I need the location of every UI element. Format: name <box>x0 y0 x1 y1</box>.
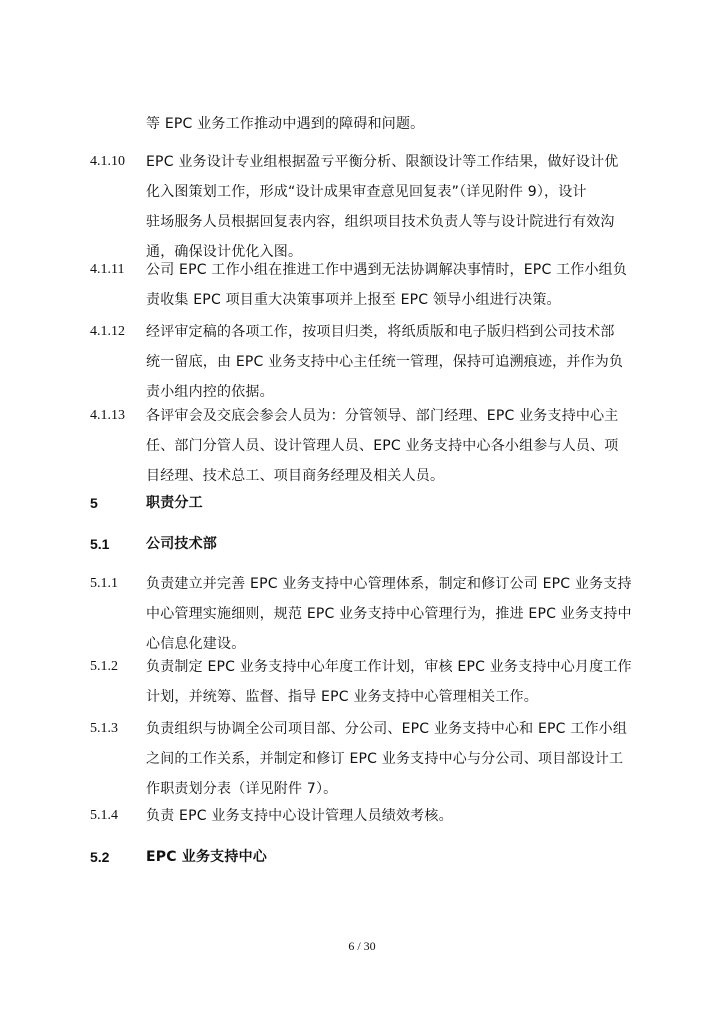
paragraph-line: 各评审会及交底会参会人员为：分管领导、部门经理、EPC 业务支持中心主 <box>146 408 619 424</box>
clause-number: 5.1.3 <box>90 721 118 736</box>
section-number: 5.2 <box>90 849 110 865</box>
paragraph-line: 通，确保设计优化入图。 <box>146 244 303 260</box>
paragraph-line: 负责制定 EPC 业务支持中心年度工作计划，审核 EPC 业务支持中心月度工作 <box>146 659 632 675</box>
paragraph-line: 等 EPC 业务工作推动中遇到的障碍和问题。 <box>146 116 425 132</box>
paragraph-line: 负责 EPC 业务支持中心设计管理人员绩效考核。 <box>146 808 453 824</box>
clause-number: 4.1.10 <box>90 154 125 169</box>
paragraph-line: 责收集 EPC 项目重大决策事项并上报至 EPC 领导小组进行决策。 <box>146 292 561 308</box>
paragraph-line: 经评审定稿的各项工作，按项目归类，将纸质版和电子版归档到公司技术部 <box>146 324 615 340</box>
paragraph-line: 化入图策划工作，形成“设计成果审查意见回复表”（详见附件 9），设计 <box>146 184 587 200</box>
paragraph-line: 之间的工作关系，并制定和修订 EPC 业务支持中心与分公司、项目部设计工 <box>146 751 624 767</box>
section-title: 公司技术部 <box>146 536 217 552</box>
section-number: 5 <box>90 495 98 511</box>
clause-number: 4.1.13 <box>90 408 125 423</box>
paragraph-line: EPC 业务设计专业组根据盈亏平衡分析、限额设计等工作结果，做好设计优 <box>146 154 619 170</box>
clause-number: 5.1.1 <box>90 576 118 591</box>
section-title: EPC 业务支持中心 <box>146 849 267 865</box>
page-number: 6 / 30 <box>348 939 376 953</box>
paragraph-line: 责小组内控的依据。 <box>146 384 274 400</box>
paragraph-line: 负责组织与协调全公司项目部、分公司、EPC 业务支持中心和 EPC 工作小组 <box>146 721 628 737</box>
clause-number: 5.1.2 <box>90 659 118 674</box>
paragraph-line: 公司 EPC 工作小组在推进工作中遇到无法协调解决事情时，EPC 工作小组负 <box>146 262 628 278</box>
clause-number: 4.1.12 <box>90 324 125 339</box>
paragraph-line: 统一留底，由 EPC 业务支持中心主任统一管理，保持可追溯痕迹，并作为负 <box>146 354 624 370</box>
paragraph-line: 作职责划分表（详见附件 7）。 <box>146 781 338 797</box>
paragraph-line: 计划，并统筹、监督、指导 EPC 业务支持中心管理相关工作。 <box>146 689 538 705</box>
clause-number: 5.1.4 <box>90 808 118 823</box>
paragraph-line: 驻场服务人员根据回复表内容，组织项目技术负责人等与设计院进行有效沟 <box>146 214 615 230</box>
paragraph-line: 心信息化建设。 <box>146 636 246 652</box>
clause-number: 4.1.11 <box>90 262 125 277</box>
paragraph-line: 中心管理实施细则，规范 EPC 业务支持中心管理行为，推进 EPC 业务支持中 <box>146 606 632 622</box>
paragraph-line: 任、部门分管人员、设计管理人员、EPC 业务支持中心各小组参与人员、项 <box>146 438 619 454</box>
section-title: 职责分工 <box>146 495 203 511</box>
paragraph-line: 负责建立并完善 EPC 业务支持中心管理体系，制定和修订公司 EPC 业务支持 <box>146 576 632 592</box>
section-number: 5.1 <box>90 536 110 552</box>
paragraph-line: 目经理、技术总工、项目商务经理及相关人员。 <box>146 468 445 484</box>
